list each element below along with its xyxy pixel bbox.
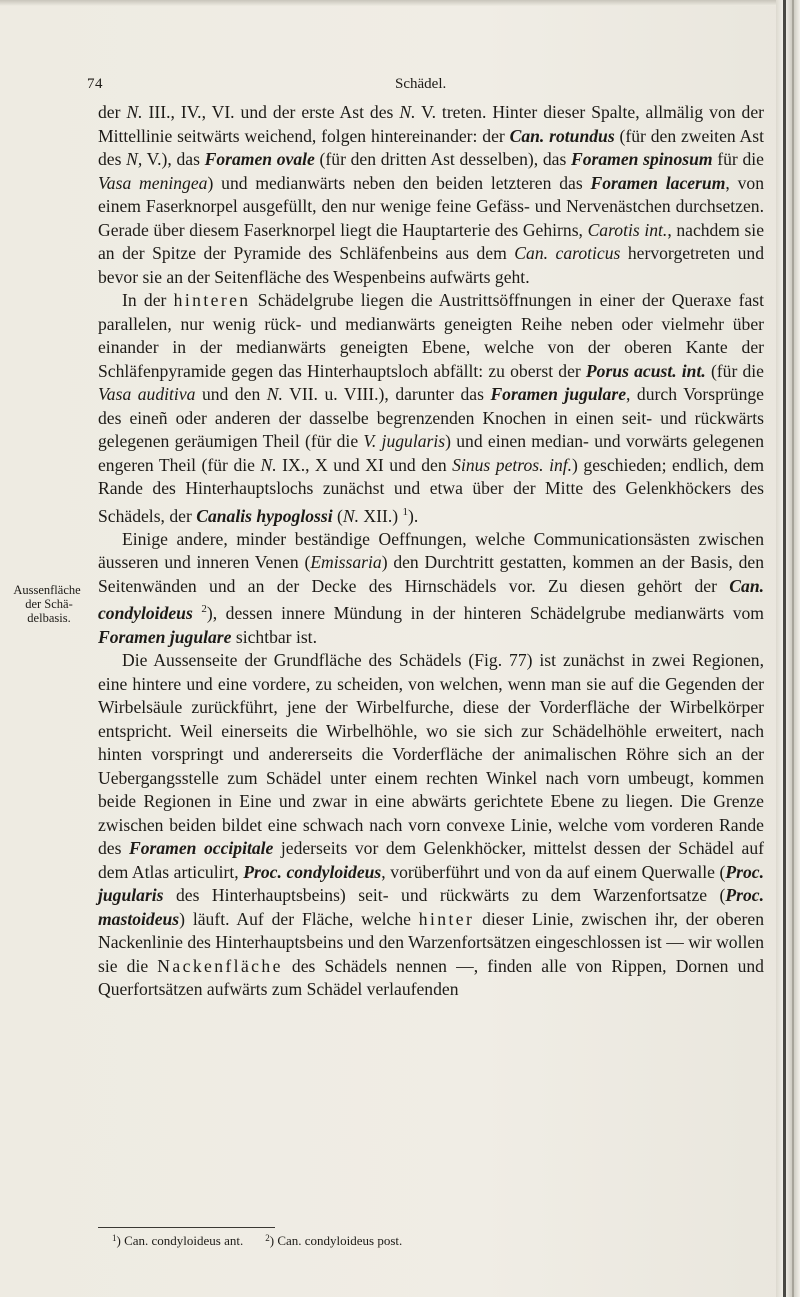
text: , nachdem sie an der Spitze der Pyramide des Schläfenbeins aus dem: [98, 219, 764, 263]
text: V.), das: [142, 149, 205, 169]
margin-note-line-2: der Schä-: [25, 597, 73, 611]
text: ) und einen median- und vorwärts gelegenen engeren Theil (für die: [98, 431, 764, 475]
page-number: 74: [87, 76, 103, 92]
text: der: [98, 102, 127, 122]
bold-term: Foramen occipitale: [128, 838, 274, 859]
text: ) den Durchtritt gestatten, kommen an der Basis, den Seitenwänden und an der Decke des Hirnschädels vor. Zu diesen gehört der: [98, 552, 764, 596]
text: des Schädels nennen —, finden alle von Rippen, Dornen und Querfortsätzen aufwärts zum Schädel verlaufenden: [98, 955, 764, 1000]
text: V. treten. Hinter dieser Spalte, allmälig von der Mittellinie seitwärts weichend, folgen hintereinander: der: [98, 102, 764, 146]
margin-note: [2, 583, 92, 625]
text: sichtbar ist.: [231, 626, 317, 647]
italic-term: Vasa auditiva: [98, 384, 196, 404]
italic-term: Can. caroticus: [514, 243, 621, 263]
footnote-ref: 1: [402, 505, 408, 518]
footnote-text: Can. condyloideus post.: [277, 1233, 403, 1248]
bold-term: Foramen spinosum: [571, 149, 713, 169]
bold-term: Porus acust. int.: [585, 360, 706, 381]
italic-term: N,: [126, 149, 143, 169]
text: ) und medianwärts neben den beiden letzteren das: [207, 172, 591, 193]
paragraph-4: [98, 649, 764, 1002]
text: In der: [122, 290, 174, 310]
italic-term: N.: [266, 384, 283, 404]
footnote-marker: 2: [265, 1233, 270, 1243]
text: Schädelgrube liegen die Austrittsöffnungen in einer der Queraxe fast parallelen, nur wenig rück- und medianwärts geneigten Reihe neben oder vielmehr über einander in der medianwärts geneigten Ebene, welche von der oberen Kante der Schläfenpyramide gegen das Hinterhauptsloch abfällt: zu oberst der: [98, 290, 765, 381]
text: hervorgetreten und bevor sie an der Seitenfläche des Wespenbeins aufwärts geht.: [98, 243, 764, 287]
text: Die Aussenseite der Grundfläche des Schädels (Fig. 77) ist zunächst in zwei Regionen, eine hintere und eine vordere, zu scheiden, von welchen, wenn man sie auf die Gegenden der Wirbelsäule zurückführt, jene der Wirbelfurche, diese der Vorderfläche der Wirbelkörper entspricht. Weil einerseits die Wirbelhöhle, wo sie sich zur Schädelhöhle erweitert, nach hinten vorspringt und andererseits die Vorderfläche der animalischen Röhre sich an der Uebergangsstelle zum Schädel unter einem rechten Winkel nach vorn umbeugt, kommen beide Regionen in Eine und zwar in eine abwärts gerichtete Ebene zu liegen. Die Grenze zwischen beiden bildet eine schwach nach vorn convexe Linie, welche vom vorderen Rande des: [98, 650, 764, 859]
footnote-2: $^2$) Can. condyloideus post.: [265, 1233, 403, 1248]
running-head: Schädel.: [395, 76, 447, 92]
footnotes: [112, 1230, 752, 1249]
bold-term: Foramen jugulare: [490, 384, 627, 404]
text: , durch Vorsprünge des eineñ oder anderen der dasselbe begrenzenden Knochen in einen seit- und rückwärts gelegenen geräumigen Theil (für die: [98, 384, 764, 451]
italic-term: Vasa meningea: [98, 172, 208, 193]
italic-term: N.: [342, 505, 359, 526]
bold-term: Can. condyloideus: [98, 575, 764, 624]
gutter-line: [783, 0, 786, 1297]
gutter-line-secondary: [792, 0, 794, 1297]
text: und den: [195, 384, 267, 404]
bold-term: Proc. condyloideus: [243, 861, 382, 882]
text: III., IV., VI. und der erste Ast des: [142, 102, 400, 122]
italic-term: Emissaria: [310, 552, 382, 573]
top-edge-shadow: [0, 0, 800, 6]
spaced-emphasis: hinteren: [173, 290, 251, 310]
text: ) geschieden; endlich, dem Rande des Hinterhauptslochs zunächst und etwa über der Mitte des Gelenkhöckers des Schädels, der: [98, 454, 765, 526]
text: für die: [712, 149, 764, 169]
text: XII.): [359, 505, 403, 526]
text: , vorüberführt und von da auf einem Querwalle (: [381, 861, 726, 882]
text: des Hinterhauptsbeins) seit- und rückwärts zu dem Warzenfortsatze (: [163, 885, 726, 906]
bold-term: Can. rotundus: [509, 125, 615, 146]
footnote-ref: 2: [201, 603, 207, 616]
italic-term: N.: [260, 454, 277, 475]
paragraph-2: [98, 289, 764, 528]
footnote-rule: [98, 1227, 275, 1228]
text: (für den dritten Ast desselben), das: [314, 149, 571, 169]
text: (für den zweiten Ast des: [98, 125, 764, 169]
paragraph-3: [98, 528, 764, 649]
italic-term: N.: [399, 102, 416, 122]
margin-note-line-3: delbasis.: [27, 611, 71, 625]
text: dieser Linie, zwischen ihr, der oberen Nackenlinie des Hinterhauptsbeins und den Warzenfortsätzen eingeschlossen ist — wir wollen sie die: [98, 908, 764, 976]
bold-term: Proc. jugularis: [98, 861, 764, 906]
footnote-text: Can. condyloideus ant.: [124, 1233, 244, 1248]
spaced-emphasis: hinter: [418, 908, 475, 929]
page-header: [0, 76, 775, 98]
page-gutter: [776, 0, 800, 1297]
italic-term: Carotis int.: [587, 219, 668, 240]
bold-term: Proc. mastoideus: [98, 885, 764, 929]
spaced-emphasis: Nackenfläche: [157, 955, 283, 976]
text: IX., X und XI und den: [276, 454, 453, 475]
text: (: [332, 505, 343, 526]
text: ).: [407, 505, 419, 526]
text: jederseits vor dem Gelenkhöcker, mittelst dessen der Schädel auf dem Atlas articulirt,: [98, 838, 764, 882]
paragraph-1: [98, 101, 764, 289]
text: (für die: [705, 360, 764, 381]
footnote-1: $^1$) Can. condyloideus ant.: [112, 1233, 244, 1248]
italic-term: N.: [126, 102, 143, 122]
bold-term: Foramen lacerum: [590, 172, 726, 193]
text: ), dessen innere Mündung in der hinteren Schädelgrube medianwärts vom: [206, 603, 764, 624]
bold-term: Canalis hypoglossi: [196, 505, 333, 526]
text: VII. u. VIII.), darunter das: [282, 384, 491, 404]
bold-term: Foramen jugulare: [98, 626, 232, 647]
bold-term: Foramen ovale: [204, 149, 315, 169]
footnote-marker: 1: [112, 1233, 117, 1243]
italic-term: V. jugularis: [363, 431, 446, 451]
body-text: [98, 101, 764, 1002]
text: Einige andere, minder beständige Oeffnungen, welche Communicationsästen zwischen äusseren und inneren Venen (: [98, 528, 764, 573]
italic-term: Sinus petros. inf.: [452, 454, 573, 475]
margin-note-line-1: Aussenfläche: [13, 583, 81, 597]
text: ) läuft. Auf der Fläche, welche: [179, 908, 419, 929]
text: , von einem Faserknorpel ausgefüllt, den nur wenige feine Gefäss- und Nervenästchen durchsetzen. Gerade über diesem Faserknorpel liegt die Hauptarterie des Gehirns,: [98, 172, 764, 240]
